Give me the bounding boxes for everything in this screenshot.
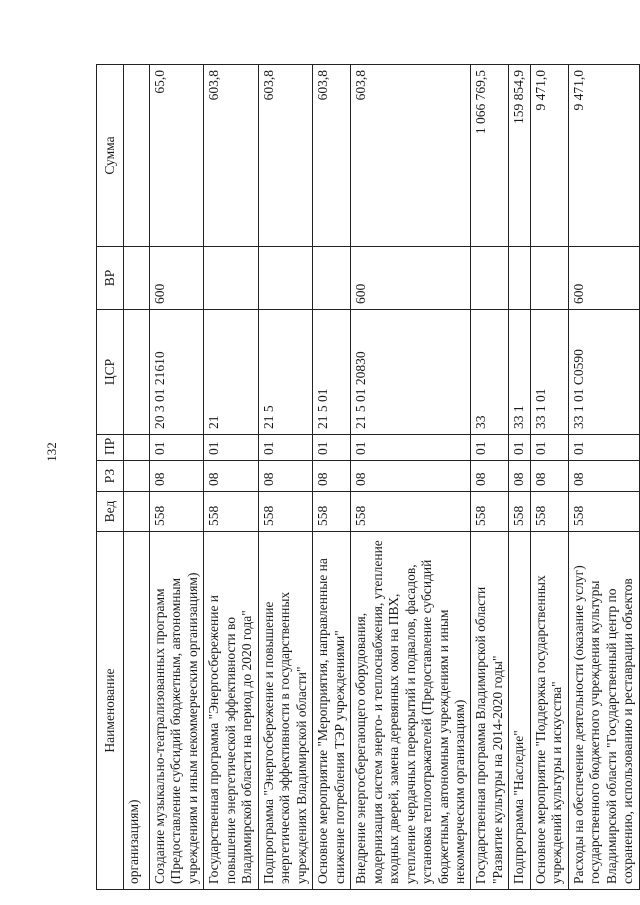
cell-vr: 600 xyxy=(150,247,204,310)
cell-csr: 33 1 xyxy=(509,310,530,435)
cell-name: Государственная программа "Энергосбережение и повышение энергетической эффективности во Владимирской области на период до 2020 года" xyxy=(204,532,258,890)
cell-vr: 600 xyxy=(568,247,639,310)
table-row xyxy=(204,65,258,890)
cell-pr: 01 xyxy=(509,435,530,461)
cell-pr xyxy=(124,435,150,461)
header-rz: РЗ xyxy=(97,461,124,492)
cell-rz: 08 xyxy=(204,461,258,492)
cell-name: Внедрение энергосберегающего оборудования, модернизация систем энерго- и теплоснабжения, утепление входных дверей, замена деревянных окон на ПВХ, утепление чердачных перекрытий и подвалов, фасадов, установка теплоотражателей (Предоставление субсидий бюджетным, автономным учреждениям и иным некоммерческим организациям) xyxy=(351,532,471,890)
cell-csr: 33 xyxy=(471,310,509,435)
table-row xyxy=(313,65,351,890)
cell-name: Подпрограмма "Энергосбережение и повышение энергетической эффективности в государственных учреждениях Владимирской области" xyxy=(258,532,312,890)
cell-name: Подпрограмма "Наследие" xyxy=(509,532,530,890)
cell-ved: 558 xyxy=(568,492,639,532)
cell-name: организациям) xyxy=(124,532,150,890)
cell-pr: 01 xyxy=(204,435,258,461)
cell-vr: 600 xyxy=(351,247,471,310)
cell-name: Государственная программа Владимирской области "Развитие культуры на 2014-2020 годы" xyxy=(471,532,509,890)
cell-pr: 01 xyxy=(530,435,568,461)
cell-csr: 21 5 xyxy=(258,310,312,435)
table-row xyxy=(124,65,150,890)
cell-vr xyxy=(509,247,530,310)
header-pr: ПР xyxy=(97,435,124,461)
cell-ved: 558 xyxy=(204,492,258,532)
table-row xyxy=(150,65,204,890)
budget-table xyxy=(96,64,640,890)
cell-vr xyxy=(124,247,150,310)
header-csr: ЦСР xyxy=(97,310,124,435)
cell-rz: 08 xyxy=(471,461,509,492)
cell-csr: 21 xyxy=(204,310,258,435)
cell-csr: 33 1 01 xyxy=(530,310,568,435)
table-row xyxy=(351,65,471,890)
header-vr: ВР xyxy=(97,247,124,310)
cell-csr: 21 5 01 xyxy=(313,310,351,435)
cell-rz: 08 xyxy=(568,461,639,492)
cell-csr: 21 5 01 20830 xyxy=(351,310,471,435)
cell-ved: 558 xyxy=(471,492,509,532)
cell-csr: 20 3 01 21610 xyxy=(150,310,204,435)
cell-sum: 603,8 xyxy=(313,65,351,247)
cell-rz: 08 xyxy=(313,461,351,492)
header-ved: Вед xyxy=(97,492,124,532)
table-row xyxy=(509,65,530,890)
cell-sum: 1 066 769,5 xyxy=(471,65,509,247)
cell-pr: 01 xyxy=(258,435,312,461)
cell-csr xyxy=(124,310,150,435)
cell-ved: 558 xyxy=(351,492,471,532)
cell-rz: 08 xyxy=(258,461,312,492)
rotated-table-container xyxy=(96,65,640,890)
cell-rz: 08 xyxy=(509,461,530,492)
header-name: Наименование xyxy=(97,532,124,890)
cell-csr: 33 1 01 С0590 xyxy=(568,310,639,435)
table-row xyxy=(471,65,509,890)
cell-rz: 08 xyxy=(530,461,568,492)
cell-sum: 603,8 xyxy=(204,65,258,247)
cell-pr: 01 xyxy=(150,435,204,461)
cell-vr xyxy=(530,247,568,310)
cell-name: Основное мероприятие "Мероприятия, направленные на снижение потребления ТЭР учреждениями" xyxy=(313,532,351,890)
cell-pr: 01 xyxy=(313,435,351,461)
table-header-row xyxy=(97,65,124,890)
cell-ved: 558 xyxy=(530,492,568,532)
cell-pr: 01 xyxy=(471,435,509,461)
cell-vr xyxy=(204,247,258,310)
table-row xyxy=(258,65,312,890)
header-sum: Сумма xyxy=(97,65,124,247)
cell-sum: 9 471,0 xyxy=(530,65,568,247)
cell-vr xyxy=(313,247,351,310)
cell-name: Создание музыкально-театрализованных программ (Предоставление субсидий бюджетным, автономным учреждениям и иным некоммерческим организациям) xyxy=(150,532,204,890)
cell-ved: 558 xyxy=(150,492,204,532)
cell-name: Расходы на обеспечение деятельности (оказание услуг) государственного бюджетного учреждения культуры Владимирской области "Государственный центр по сохранению, использованию и реставрации объектов xyxy=(568,532,639,890)
cell-sum: 603,8 xyxy=(258,65,312,247)
table-row xyxy=(568,65,639,890)
cell-vr xyxy=(258,247,312,310)
page-number: 132 xyxy=(44,442,59,462)
cell-sum: 9 471,0 xyxy=(568,65,639,247)
table-row xyxy=(530,65,568,890)
cell-rz xyxy=(124,461,150,492)
cell-pr: 01 xyxy=(351,435,471,461)
cell-ved xyxy=(124,492,150,532)
cell-sum: 65,0 xyxy=(150,65,204,247)
cell-sum xyxy=(124,65,150,247)
cell-ved: 558 xyxy=(258,492,312,532)
cell-rz: 08 xyxy=(351,461,471,492)
cell-vr xyxy=(471,247,509,310)
cell-ved: 558 xyxy=(509,492,530,532)
cell-sum: 159 854,9 xyxy=(509,65,530,247)
cell-name: Основное мероприятие "Поддержка государственных учреждений культуры и искусства" xyxy=(530,532,568,890)
cell-rz: 08 xyxy=(150,461,204,492)
cell-ved: 558 xyxy=(313,492,351,532)
cell-pr: 01 xyxy=(568,435,639,461)
cell-sum: 603,8 xyxy=(351,65,471,247)
